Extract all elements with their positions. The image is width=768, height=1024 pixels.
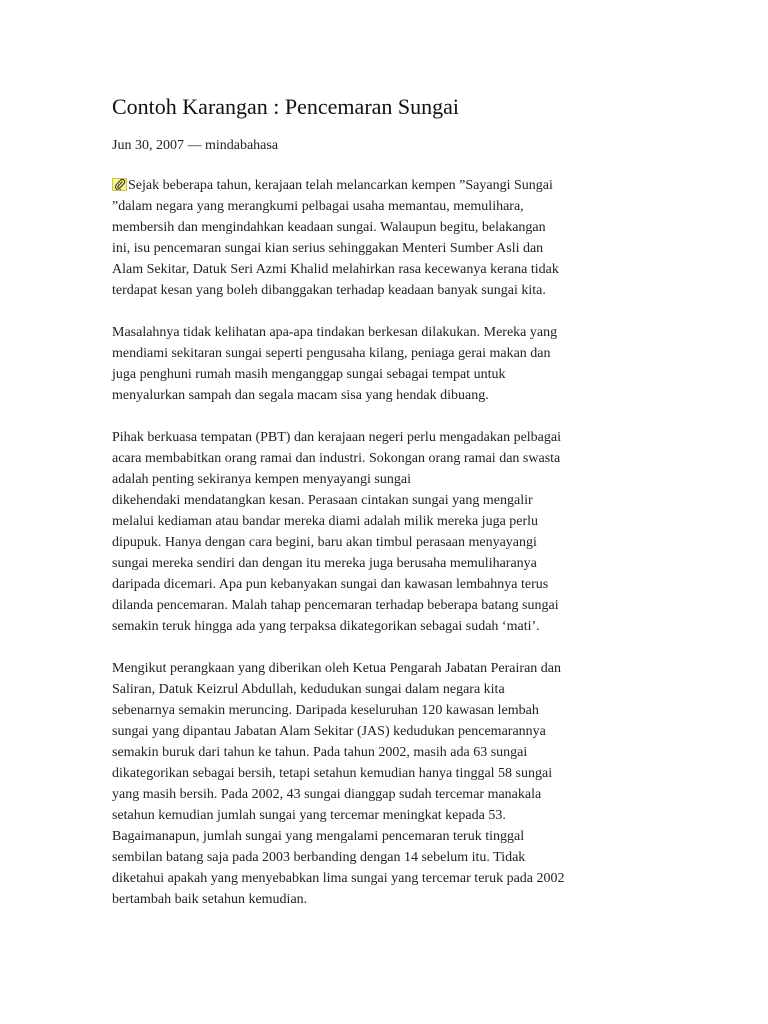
page-title: Contoh Karangan : Pencemaran Sungai <box>112 94 460 119</box>
text-line: Saliran, Datuk Keizrul Abdullah, kedudukan sungai dalam negara kita <box>112 682 505 697</box>
text-line-content: Sejak beberapa tahun, kerajaan telah melancarkan kempen ”Sayangi Sungai <box>128 178 553 193</box>
text-line: dipupuk. Hanya dengan cara begini, baru akan timbul perasaan menyayangi <box>112 535 537 550</box>
text-line: sembilan batang saja pada 2003 berbanding dengan 14 sebelum itu. Tidak <box>112 850 526 865</box>
paragraph-4 <box>112 658 672 910</box>
text-line: bertambah baik setahun kemudian. <box>112 892 308 907</box>
text-line: juga penghuni rumah masih menganggap sungai sebagai tempat untuk <box>112 367 506 382</box>
text-line: yang masih bersih. Pada 2002, 43 sungai dianggap sudah tercemar manakala <box>112 787 542 802</box>
text-line: semakin buruk dari tahun ke tahun. Pada tahun 2002, masih ada 63 sungai <box>112 745 528 760</box>
text-line: dilanda pencemaran. Malah tahap pencemaran terhadap beberapa batang sungai <box>112 598 559 613</box>
text-line: mendiami sekitaran sungai seperti pengusaha kilang, peniaga gerai makan dan <box>112 346 551 361</box>
text-line: melalui kediaman atau bandar mereka diami adalah milik mereka juga perlu <box>112 514 539 529</box>
text-line: Pihak berkuasa tempatan (PBT) dan kerajaan negeri perlu mengadakan pelbagai <box>112 430 561 445</box>
text-line: dikehendaki mendatangkan kesan. Perasaan cintakan sungai yang mengalir <box>112 493 533 508</box>
text-line: membersih dan mengindahkan keadaan sungai. Walaupun begitu, belakangan <box>112 220 546 235</box>
text-line: Alam Sekitar, Datuk Seri Azmi Khalid melahirkan rasa kecewanya kerana tidak <box>112 262 559 277</box>
text-line: menyalurkan sampah dan segala macam sisa yang hendak dibuang. <box>112 388 489 403</box>
text-line: sebenarnya semakin meruncing. Daripada keseluruhan 120 kawasan lembah <box>112 703 539 718</box>
text-line: Mengikut perangkaan yang diberikan oleh Ketua Pengarah Jabatan Perairan dan <box>112 661 561 676</box>
text-line: sungai yang dipantau Jabatan Alam Sekitar (JAS) kedudukan pencemarannya <box>112 724 546 739</box>
text-line: acara membabitkan orang ramai dan industri. Sokongan orang ramai dan swasta <box>112 451 561 466</box>
paragraph-3 <box>112 427 672 637</box>
post-meta: Jun 30, 2007 — mindabahasa <box>112 138 279 153</box>
text-line: daripada dicemari. Apa pun kebanyakan sungai dan kawasan lembahnya terus <box>112 577 549 592</box>
text-line: diketahui apakah yang menyebabkan lima sungai yang tercemar teruk pada 2002 <box>112 871 565 886</box>
article-body <box>112 175 672 931</box>
text-line: adalah penting sekiranya kempen menyayangi sungai <box>112 472 411 487</box>
text-line: ”dalam negara yang merangkumi pelbagai usaha memantau, memulihara, <box>112 199 524 214</box>
text-line: sungai mereka sendiri dan dengan itu mereka juga berusaha memuliharanya <box>112 556 537 571</box>
text-line: dikategorikan sebagai bersih, tetapi setahun kemudian hanya tinggal 58 sungai <box>112 766 553 781</box>
text-line: ini, isu pencemaran sungai kian serius sehinggakan Menteri Sumber Asli dan <box>112 241 544 256</box>
text-line: terdapat kesan yang boleh dibanggakan terhadap keadaan banyak sungai kita. <box>112 283 546 298</box>
text-line: semakin teruk hingga ada yang terpaksa dikategorikan sebagai sudah ‘mati’. <box>112 619 540 634</box>
text-line: Bagaimanapun, jumlah sungai yang mengalami pencemaran teruk tinggal <box>112 829 525 844</box>
text-line: setahun kemudian jumlah sungai yang tercemar meningkat kepada 53. <box>112 808 506 823</box>
paperclip-icon <box>112 178 127 191</box>
text-line: Masalahnya tidak kelihatan apa-apa tindakan berkesan dilakukan. Mereka yang <box>112 325 558 340</box>
paragraph-2 <box>112 322 672 406</box>
paragraph-1 <box>112 175 672 301</box>
text-line <box>112 175 672 196</box>
